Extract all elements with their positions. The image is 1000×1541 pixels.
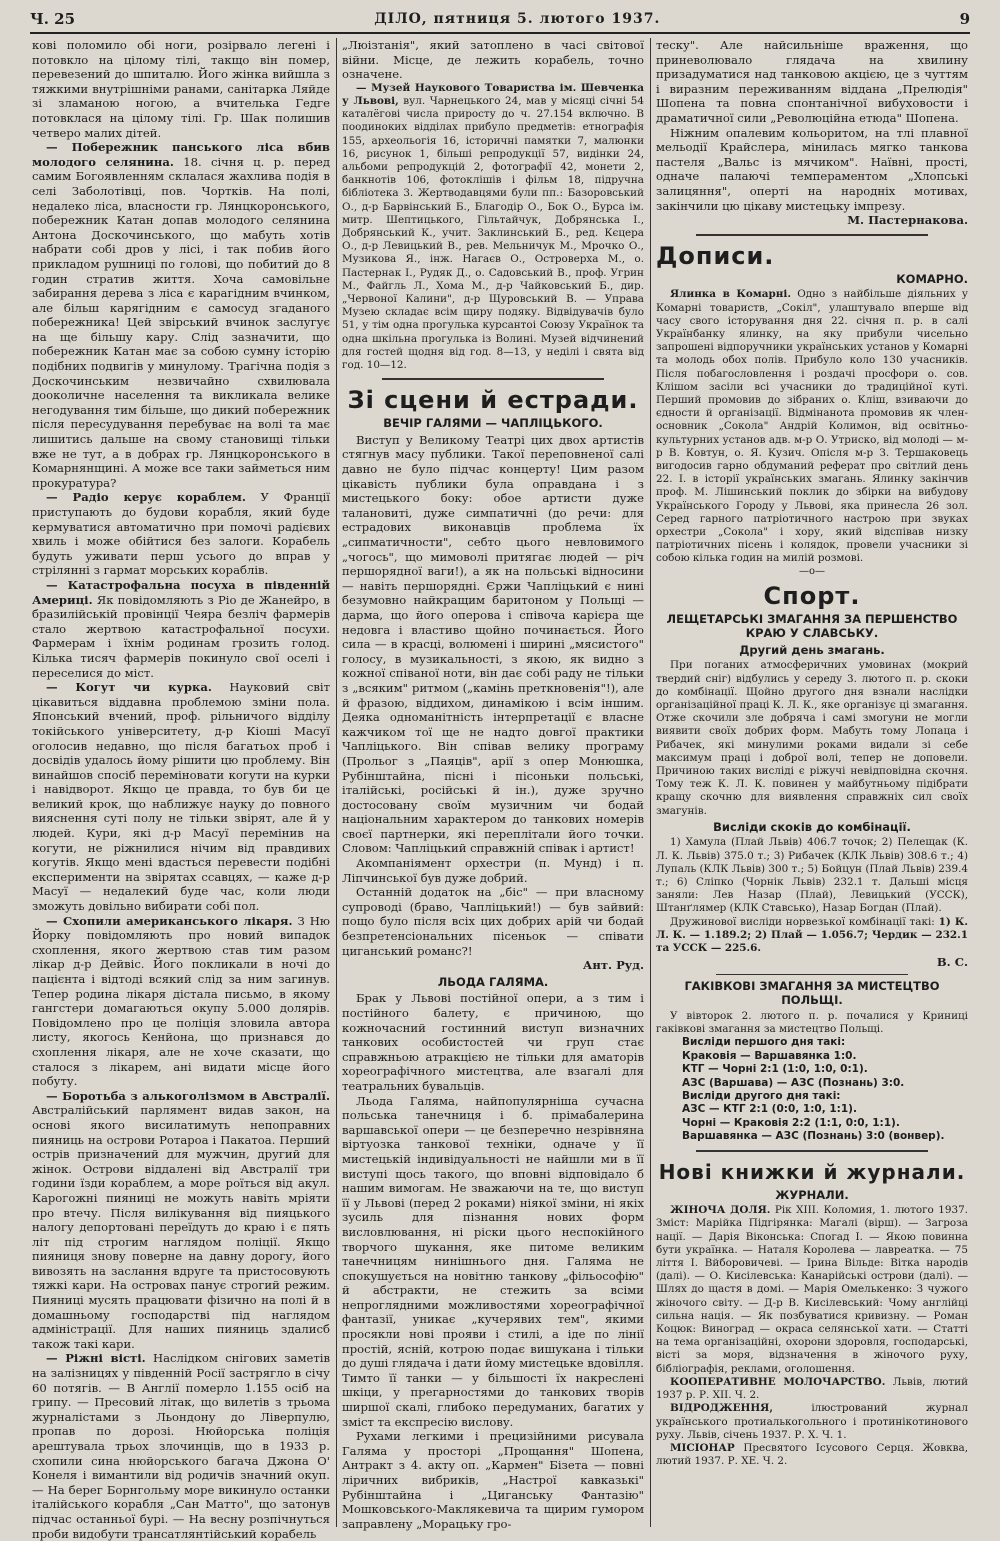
article-continuation: „Люізтанія", який затоплено в часі світової війни. Місце, де лежить корабель, точно означене. xyxy=(342,38,644,82)
news-text: Наслідком снігових заметів на залізницях у південній Росії застрягло в січу 60 потягів. — В Англії померло 1.155 осіб на грипу. — Пресовий літак, що вилетів з трьома журналістами з Льондону до Ліверпулю, пропав по дорозі. Нюйорська поліція арештувала трьох злочинців, що в 1933 р. схопили сина нюйорського багача Джона О' Конеля і вимантили від родичів значний окуп. — На берег Борнгольму море викинуло останки італійського корабля „Сан Матто", що затонув підчас останньої бурі. — На весну розпічнуться проби видобути трансатлянтійський корабель xyxy=(32,1351,330,1541)
column-3 xyxy=(656,38,968,1531)
news-item xyxy=(32,1351,330,1541)
section-heading-books: Нові книжки й журнали. xyxy=(658,1159,966,1184)
subsection-title: ЖУРНАЛИ. xyxy=(775,1187,849,1202)
journal-details: Львів, лютий 1937 р. Р. XII. Ч. 2. xyxy=(656,1375,969,1402)
news-headline: — Радіо керує кораблем. xyxy=(46,490,246,505)
news-text: Як повідомляють з Ріо де Жанейро, в бразилійській провінції Чеяра безліч фармерів стало жертвою катастрофальної посухи. Фармерам і їхнім родинам грозить голод. Кілька тисяч фармерів покинуло свої оселі і переселися до міст. xyxy=(32,592,330,680)
journal-details: Пресвятого Ісусового Серця. Жовква, лютий 1937. Р. ХЕ. Ч. 2. xyxy=(656,1441,968,1468)
news-headline: — Когут чи курка. xyxy=(46,680,212,695)
news-item xyxy=(32,578,330,680)
column-2 xyxy=(342,38,644,1531)
page-number: 9 xyxy=(959,10,970,28)
team-results xyxy=(656,916,968,956)
journal-details: ілюстрований журнал українського протиалькогольного і протинікотинового руху. Львів, січень 1937. Р. Х. Ч. 1. xyxy=(656,1402,968,1441)
paragraph: Льода Галяма, найпопулярніша сучасна польська танечниця і б. прімабалерина варшавської опери — це безперечно незрівняна віртуозка танкової техніки, одначе у її мистецькій індивідуальності не найшли ми в її виступі щось такого, що вповні відповідало б нашим вимогам. Не зважаючи на те, що виступ її у Львові (перед 2 роками) ніякої зміни, ні якіх зусиль для пізнання нових форм висловлювання, ні ріски цього неспокійного творчого шукання, яке питоме великим танечницям нинішнього дня. Галяма не спокушується на новітню танкову „фільософію" й абстракти, не стежить за всіми непроглядними можливостями хореографічної фантазії, уникає „кучерявих тем", якими просякли нові прояви і стилі, а іде по лінії простій, ясній, котрою подає вишукана і тільки до душі глядача і дати йому мистецьке вдовілля. Тимто її танки — у більшості їх накреслені шкіци, у прегарностями до танкових творів ширшої скалі, глибоко передуманих, багатих у зміст та експресію вислову. xyxy=(342,1093,644,1429)
news-item xyxy=(32,490,330,578)
news-text: 18. січня ц. р. перед самим Богоявленням склалася жахлива подія в селі Заболотівці, пов. Чортків. На полі, недалеко ліса, власности гр. Лянцкоронського, побережник Катан допав молодого селянина Антона Доскочинського, що мабуть хотів набрати собі дров у лісі, і так побив його прикладом рушниці по голові, що побитий до 8 годин стратив життя. Хоча самовільне забирання дерева з ліса є карагідним вчинком, але більш карягідним є самосуд згаданого побережника! Цей звірський вчинок заслугує на ще більшу кару. Слід зазначити, що побережник Катан має за собою сумну історію подібних подвигів у минулому. Трагічна подія з Доскочинським незвичайно схвилювала дооколичне населення та викликала велике негодування тим більше, що дикий побережник після пересудування перебуває на волі та має лишитись дальше на свому становищі тільки вже не тут, а в добрах гр. Лянцкоронського в Комарнянщині. А може все таки займеться ним прокуратура? xyxy=(32,154,331,490)
result-line: Краковія — Варшавянка 1:0. xyxy=(682,1049,857,1062)
news-text: З Ню Йорку повідомляють про новий випадок схоплення, якого жертвою став тим разом лікар д-р Дейвіс. Його покликали в ночі до пацієнта і відтоді всякий слід за ним загинув. Тепер родина лікаря дістала письмо, в якому гангстери домагаються окупу 5.000 долярів. Повідомлено про це поліція зловила автора листу, якогось Кенйона, що признався до схоплення лікаря, але не хоче сказати, що сталося з лікарем, ані видати місце його побуту. xyxy=(32,913,330,1089)
journal-name: МІСІОНАР xyxy=(670,1441,735,1454)
article-continuation: кові поломило обі ноги, розірвало легені і потовкло на цілому тілі, такщо він помер, перевезений до шпиталю. Його жінка вийшла з тяжкими внутрішніми ранами, санітарка Ляйде зі зламаною ногою, а вчителька Гедге потовклася на цілому тілі. Гр. Шак полишив четверо малих дітей. xyxy=(32,38,330,140)
section-rule xyxy=(716,974,908,975)
article-subtitle: Другий день змагань. xyxy=(739,642,885,657)
article-title: ВЕЧІР ГАЛЯМИ — ЧАПЛІЦЬКОГО. xyxy=(383,416,603,431)
news-item xyxy=(656,288,968,565)
result-line: Чорні — Краковія 2:2 (1:1, 0:0, 1:1). xyxy=(682,1116,900,1129)
section-rule xyxy=(696,1150,928,1152)
news-headline: — Боротьба з алькоголізмом в Австралії. xyxy=(46,1088,330,1103)
news-text: вул. Чарнецького 24, мав у місяці січні 54 каталёгові числа приросту до ч. 27.154 включно. В поодиноких відділах прибуло предметів: етнографія 155, археольогія 16, історичні памятки 7, малюнки 16, рисунок 1, більші репродукції 57, видінки 24, альбоми репродукцій 2, фотографії 42, монети 2, банкнотів 106, фотоклішів і фільм 18, підручна бібліотека 3. Жертводавцями були пп.: Базоровський О., д-р Барвінський Б., Благодір О., Бок О., Бурса ім. митр. Шептицького, Гільтайчук, Добрянська І., Добрянський К., учит. Заклинський Б., ред. Кєцера О., д-р Левицький В., рев. Мельничук М., Мрочко О., Музикова Я., інж. Нагаєв О., Островерха М., о. Пастернак І., Рудяк Д., о. Садовський В., проф. Угрин М., Файгль Л., Хома М., д-р Чайковський Б., дир. „Червоної Калини", д-р Щуровський В. — Управа Музею складає всім щиру подяку. Відвідувачів було 51, у тім одна прогулька курсантоі Союзу Українок та одна шкільна прогулька із Волині. Музей відчинений для гостей щодня від год. 8—13, у неділі і свята від год. 10—12. xyxy=(342,94,644,372)
results-list: 1) Хамула (Плай Львів) 406.7 точок; 2) Пелещак (К. Л. К. Львів) 375.0 т.; 3) Рибачек (КЛК Львів) 308.6 т.; 4) Лупаль (КЛК Львів) 300 т.; 5) Бойцун (Плай Львів) 239.4 т.; 6) Сліпко (Чорнік Львів) 232.1 т. Дальші місця заняли: Лев Назар (Плай), Левицький (УССК), Штанґлямер (КЛК Ставсько), Назар Богдан (Плай). xyxy=(656,836,968,915)
journal-name: ЖІНОЧА ДОЛЯ. xyxy=(670,1204,771,1217)
news-headline: — Музей Наукового Товариства ім. Шевченка у Львові, xyxy=(342,81,644,107)
news-headline: Ялинка в Комарні. xyxy=(670,288,791,301)
news-headline: — Ріжні вісті. xyxy=(46,1351,146,1366)
results-heading: Висліди скоків до комбінації. xyxy=(713,819,911,834)
column-divider xyxy=(336,38,337,1527)
author-signature: М. Пастернакова. xyxy=(847,213,968,228)
author-signature: Ант. Руд. xyxy=(582,958,644,973)
masthead xyxy=(30,6,970,34)
result-line: АЗС — КТГ 2:1 (0:0, 1:0, 1:1). xyxy=(682,1103,857,1116)
news-item xyxy=(32,140,330,490)
journal-entry xyxy=(656,1204,968,1376)
news-item xyxy=(32,914,330,1089)
dateline-place: КОМАРНО. xyxy=(896,271,968,286)
journal-details: Рік XIII. Коломия, 1. лютого 1937. Зміст: Марійка Підгірянка: Магалі (вірш). — Загроза нації. — Дарія Віконська: Спогад І. — Якою повинна бути українка. — Наталя Королева — лавреатка. — 75 ліття І. Вйборовичеві. — Ірина Вільде: Вітка народів (далі). — О. Кисілевська: Канарійські острови (далі). — Шлях до щастя в домі. — Марія Омелькенко: З чужого жіночого світу. — Д-р В. Кисілевський: Чому англійці сильна нація. — Як позбуватися кривизну. — Роман Коцюк: Виноград — окраса селянської хати. — Статті на тема організаційні, охорони здоровля, господарські, вісті за моря, відзначення в жіночого руху, бібліографія, реклами, оголошення. xyxy=(656,1204,968,1375)
paragraph: Виступ у Великому Театрі цих двох артистів стягнув масу публики. Такої переповненої салі давно не було підчас концерту! Цим разом цікавість публики була оправдана і з мистецького боку: обое артисти дуже талановиті, дуже симпатичні (до речи: для естрадових виконавців проблема їх „сипматичности", себто цього невловимого „чогось", що мимоволі притягає людей — річ першорядної ваги!), а як на польські відносини — навіть першорядні. Єржи Чапліцький є нині безумовно найкращим баритоном у Польщі — дарма, що його оперова і співоча карієра ще недовга і властиво щойно починається. Його сила — в красці, волюмені і ширині „мясистого" голосу, в музикальності, з якою, як видно з кожної співаної ноти, він дає собі раду не тільки з „всяким" ритмом („камінь преткновенія"!), але й фразою, віддихом, динамікою і всім іншим. Деяка одноманітність інтерпретації є власне кажчиком тої ще не надто довгої практики Чапліцького. Він співав велику програму (Прольог з „Паяців", арії з опер Монюшка, Рубінштайна, пісні і пісоньки польські, італійські, російські й ін.), дуже зручно достосовану своїм музичним чи бодай національним характером до танкових номерів своєї партнерки, які переплітали його точки. Словом: Чапліцький справжній співак і артист! xyxy=(342,432,644,856)
news-item xyxy=(342,82,644,372)
column-divider xyxy=(650,38,651,1527)
column-1 xyxy=(32,38,331,1541)
news-text: Австралійський парлямент видав закон, на основі якого висилатимуть непоправних пияниць на острови Ротароа і Пакатоа. Перший острів призначений для мужчин, другий для жінок. Острови віддалені від Австралії три години їзди кораблем, а море роїться від акул. Карогожні пияниці не можуть навіть мріяти про втечу. Після вилікування від пияцького налогу депортовані переїдуть до краю і є пять літ під строгим наглядом поліції. Якщо пияниця знову поверне на давну дорогу, його вивозять на заслання вдруге та пристосовують тяжкі кари. На островах панує строгий режим. Пияниці мусять працювати фізично на полі й в домашньому господарстві під наглядом адміністрації. Для наших пияниць здалисб також такі кари. xyxy=(32,1103,330,1351)
news-headline: — Побережник панського ліса вбив молодого селянина. xyxy=(32,140,330,169)
article-title: ГАКІВКОВІ ЗМАГАННЯ ЗА МИСТЕЦТВО ПОЛЬЩІ. xyxy=(684,978,940,1008)
journal-entry xyxy=(656,1442,968,1468)
separator: —о— xyxy=(798,565,826,577)
section-heading-correspondence: Дописи. xyxy=(656,241,775,270)
article-title: ЛЬОДА ГАЛЯМА. xyxy=(437,974,549,989)
journal-entry xyxy=(656,1376,968,1402)
results-heading: Висліди другого дня такі: xyxy=(682,1090,841,1103)
team-results-heading: Дружинової висліди норвезької комбінації такі: xyxy=(670,915,935,928)
news-text: У Франції приступають до будови корабля, який буде кермуватися автоматично при помочі радієвих хвиль і може обійтися без залоги. Корабель будуть уживати перш усього до вправ у стрілянні з гармат морських кораблів. xyxy=(32,490,331,578)
paragraph: При поганих атмосферичних умовинах (мокрий твердий сніг) відбулись у середу 3. лютого п. р. скоки до комбінації. Щойно другого дня взнали наслідки організаційної праці К. Л. К., яке організує ці змагання. Отже скочили зле добряча і самі змогуни не могли виявити своїх добрих форм. Мабуть тому Лопаца і Рибачек, які минулими роками видали зі себе максимум праці і доброї волі, тепер не доповели. Причиною таких висліді є ріжучі невідповідна скочня. Тому теж К. Л. К. повинен у майбутньому підібрати кращу скочню для виявлення справжніх сил своїх змагунів. xyxy=(656,659,968,817)
paragraph: У вівторок 2. лютого п. р. почалися у Криниці гаківкові змагання за мистецтво Польщі. xyxy=(656,1010,968,1036)
news-text: Науковий світ цікавиться віддавна проблемою зміни пола. Японський вчений, проф. рільничого відділу токійського університету, д-р Кіоші Масуї оголосив недавно, що після багатьох проб і досвідів удалось йому рішити цю проблему. Він винайшов спосіб переміновати когути на курки і навідворот. Якщо це правда, то був би це великий крок, що наближує науку до повного вияснення суті полу не тільки звірят, але й у людей. Кури, які д-р Масуї перемінив на когути, не ріжнилися нічим від правдивих когутів. Якщо мені вдасться перевести подібні експерименти на звірятах ссавцях, — каже д-р Масуї — недалекий буде час, коли люди зможуть довільно вибирати собі пол. xyxy=(32,680,330,914)
article-title: ЛЕЩЕТАРСЬКІ ЗМАГАННЯ ЗА ПЕРШЕНСТВО КРАЮ У СЛАВСЬКУ. xyxy=(666,611,958,641)
paragraph: Останній додаток на „біс" — при власному супроводі (браво, Чапліцький!) — був зайвий: пощо було після всіх цих добрих арій чи бодай безпретенсіональних пісеньок — співати циганський романс?! xyxy=(342,885,644,958)
journal-entry xyxy=(656,1402,968,1442)
paragraph: Акомпаніямент орхестри (п. Мунд) і п. Ліпчинської був дуже добрий. xyxy=(342,856,644,885)
results-heading: Висліди першого дня такі: xyxy=(682,1036,846,1049)
newspaper-title: ДІЛО, пятниця 5. лютого 1937. xyxy=(374,11,661,27)
result-line: КТГ — Чорні 2:1 (1:0, 1:0, 0:1). xyxy=(682,1063,868,1076)
journal-name: ВІДРОДЖЕННЯ, xyxy=(670,1402,773,1415)
article-continuation: теску". Але найсильніше враження, що приневолювало глядача на хвилину призадуматися над танковою акцією, це з чуттям і виразним переживанням віддана „Прелюдія" Шопена та повна спонтанічної вибуховости і драматичної сили „Революційна етюда" Шопена. xyxy=(656,38,968,125)
news-item xyxy=(32,680,330,914)
news-text: Одно з найбільше діяльних у Комарні товариств, „Сокіл", улаштувало вперше від часу свого історування дня 22. січня п. р. в салі Українбанку ялинку, на яку прибули чисельно запрошені відпоручники українських установ у Комарні та молодь обох полів. Прибуло коло 130 учасників. Після побагословлення і роздачі просфори о. сов. Клішом засіли всі учасники до традиційної куті. Перший промовив до зібраних о. Кліш, взиваючи до єдности й організації. Відмінанота промовив як член-основник „Сокола" Андрій Колимон, від освітньо-культурних установ адв. м-р О. Утриско, від молоді — м-р В. Ковтун, о. Я. Кузич. Опісля м-р З. Тершаковець вигодосив гарно обдуманий реферат про світлий день 22. І. в історії українських змагань. Ялинку закінчив проф. М. Лішинський поклик до збірки на вибудову Українського Городу у Львові, яка принесла 26 зол. Серед гарного патріотичного настрою при звуках орхестри „Сокола" і хору, який відспівав низку патріотичних пісень і колядок, провели учасники зі собою кілька годин на милій розмові. xyxy=(656,288,968,565)
section-rule xyxy=(696,234,928,236)
issue-number: Ч. 25 xyxy=(30,10,76,28)
paragraph: Брак у Львові постійної опери, а з тим і постійного балету, є причиною, що кожночасний гостинний виступ визначних танкових особистостей чи груп стає справжньою атракцією не тільки для аматорів хореографічного мистецтва, але взагалі для театральних бувальців. xyxy=(342,991,644,1093)
team-results-values: 1) К. Л. К. — 1.189.2; 2) Плай — 1.056.7; Чердик — 232.1 та УССК — 225.6. xyxy=(656,915,968,955)
journal-name: КООПЕРАТИВНЕ МОЛОЧАРСТВО. xyxy=(670,1375,886,1388)
paragraph: Рухами легкими і прецизійними рисувала Галяма у просторі „Прощання" Шопена, Антракт з 4. акту оп. „Кармен" Бізета — повні ліричних вибриків, „Настрої кавказькі" Рубінштайна і „Циганську Фантазію" Мошковського-Маклякевича та щирим гумором заправлену „Морацьку гро- xyxy=(342,1429,644,1531)
section-heading-sport: Спорт. xyxy=(763,581,861,610)
result-line: АЗС (Варшава) — АЗС (Познань) 3:0. xyxy=(682,1076,905,1089)
result-line: Варшавянка — АЗС (Познань) 3:0 (вонвер). xyxy=(682,1130,945,1143)
section-heading-stage: Зі сцени й естради. xyxy=(347,386,639,415)
news-headline: — Схопили американського лікаря. xyxy=(46,913,293,928)
section-rule xyxy=(382,378,604,380)
news-item xyxy=(32,1089,330,1352)
author-signature: В. С. xyxy=(936,955,968,970)
paragraph: Ніжним опалевим кольоритом, на тлі плавної мельодії Крайслера, мінилась мягко танкова пастеля „Вальс із мячиком". Наївні, прості, одначе палаючі темпераментом „Хлопські залицяння", оперті на народніх мотивах, закінчили цю цікаву мистецьку імпрезу. xyxy=(656,125,968,213)
news-headline: — Катастрофальна посуха в південній Америці. xyxy=(32,577,330,607)
